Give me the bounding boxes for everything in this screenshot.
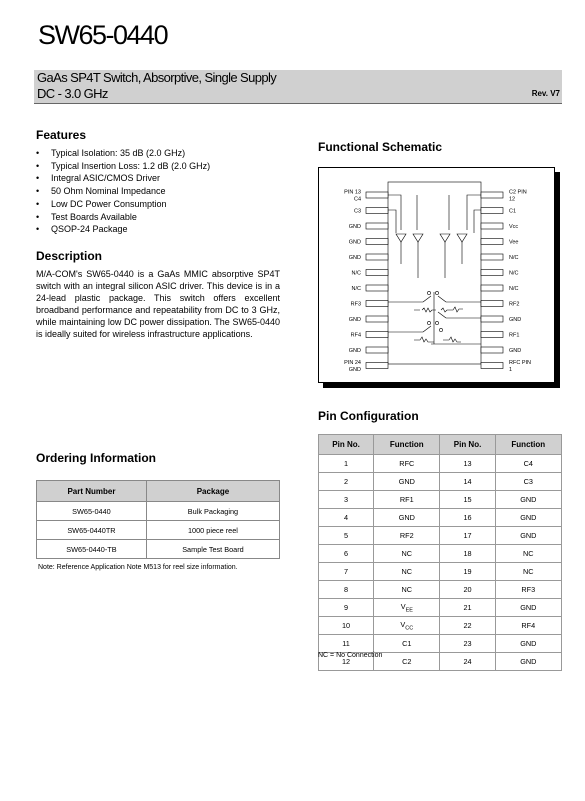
pin-row xyxy=(319,491,562,509)
schematic-left-pin xyxy=(366,270,388,276)
ordering-package: Bulk Packaging xyxy=(146,502,279,521)
schematic-right-pin xyxy=(481,223,503,229)
pin-function: GND xyxy=(495,527,561,545)
ordering-heading: Ordering Information xyxy=(36,451,156,465)
schematic-right-pin-label: RFC PIN 1 xyxy=(509,360,531,373)
pin-number: 24 xyxy=(440,653,495,671)
pin-row xyxy=(319,509,562,527)
pin-function: GND xyxy=(495,635,561,653)
pin-number: 16 xyxy=(440,509,495,527)
revision-label: Rev. V7 xyxy=(531,89,560,98)
schematic-right-pin-label: N/C xyxy=(509,286,519,292)
pin-row xyxy=(319,563,562,581)
ordering-col-part: Part Number xyxy=(37,481,147,502)
description-heading: Description xyxy=(36,249,103,263)
feature-item: • Test Boards Available xyxy=(36,211,210,224)
feature-item: • Integral ASIC/CMOS Driver xyxy=(36,172,210,185)
pin-number: 23 xyxy=(440,635,495,653)
pin-function: $V_{CC}$ xyxy=(374,617,440,635)
schematic-right-pin-label: RF2 xyxy=(509,301,520,308)
schematic-left-pin xyxy=(366,301,388,307)
schematic-right-pin-label: N/C xyxy=(509,270,519,277)
schematic-left-pin-label: GND xyxy=(348,224,361,230)
schematic-right-pin xyxy=(481,347,503,353)
pin-configuration-table xyxy=(318,434,562,671)
schematic-left-pin-label: N/C xyxy=(351,270,361,277)
pin-function: GND xyxy=(495,653,561,671)
subtitle-line-2: DC - 3.0 GHz xyxy=(37,86,108,101)
pin-number: 12 xyxy=(319,653,374,671)
ordering-col-package: Package xyxy=(146,481,279,502)
schematic-heading: Functional Schematic xyxy=(318,140,443,154)
schematic-right-pin xyxy=(481,270,503,276)
pin-function: GND xyxy=(374,509,440,527)
schematic-right-pin xyxy=(481,332,503,338)
schematic-left-pin-label: N/C xyxy=(351,286,361,292)
pin-number: 11 xyxy=(319,635,374,653)
schematic-left-pin-label: GND xyxy=(348,348,361,354)
schematic-left-pin xyxy=(366,239,388,245)
pin-number: 15 xyxy=(440,491,495,509)
pin-number: 9 xyxy=(319,599,374,617)
pin-number: 20 xyxy=(440,581,495,599)
schematic-diagram xyxy=(319,168,554,382)
schematic-right-pin-label: GND xyxy=(509,317,522,323)
schematic-right-pin xyxy=(481,208,503,214)
feature-item: • Low DC Power Consumption xyxy=(36,198,210,211)
pin-number: 17 xyxy=(440,527,495,545)
schematic-right-pin xyxy=(481,363,503,369)
pin-col-pin-b: Pin No. xyxy=(440,435,495,455)
ordering-row xyxy=(37,540,280,559)
subtitle-line-1: GaAs SP4T Switch, Absorptive, Single Supply xyxy=(37,70,277,85)
pin-number: 21 xyxy=(440,599,495,617)
schematic-right-pin-label: C1 xyxy=(509,208,517,215)
pin-function: $V_{EE}$ xyxy=(374,599,440,617)
pin-function: GND xyxy=(495,599,561,617)
feature-item: • 50 Ohm Nominal Impedance xyxy=(36,185,210,198)
pin-number: 4 xyxy=(319,509,374,527)
schematic-left-pin xyxy=(366,316,388,322)
pin-row xyxy=(319,581,562,599)
schematic-right-pin xyxy=(481,239,503,245)
pin-function: NC xyxy=(374,545,440,563)
pin-function: GND xyxy=(495,491,561,509)
pin-number: 5 xyxy=(319,527,374,545)
pin-number: 18 xyxy=(440,545,495,563)
ordering-part-number: SW65-0440TR xyxy=(37,521,147,540)
pin-number: 22 xyxy=(440,617,495,635)
pin-number: 3 xyxy=(319,491,374,509)
schematic-left-pin xyxy=(366,254,388,260)
pin-function: RF4 xyxy=(495,617,561,635)
schematic-right-pin xyxy=(481,316,503,322)
pin-number: 6 xyxy=(319,545,374,563)
feature-item: • QSOP-24 Package xyxy=(36,223,210,236)
description-body: M/A-COM's SW65-0440 is a GaAs MMIC absorptive SP4T switch with an integral silicon ASIC driver. This device is in a 24-lead plastic package. This switch offers excellent broadband performance and repeatability from DC to 3 GHz, while maintaining low DC power dissipation. The SW65-0440 is ideally suited for wireless infrastructure applications. xyxy=(36,269,280,340)
schematic-left-pin xyxy=(366,192,388,198)
schematic-right-pin xyxy=(481,192,503,198)
schematic-left-pin-label: GND xyxy=(348,255,361,261)
pin-function: RF2 xyxy=(374,527,440,545)
schematic-left-pin-label: RF3 xyxy=(350,301,361,308)
pin-number: 7 xyxy=(319,563,374,581)
pin-function: GND xyxy=(374,473,440,491)
schematic-right-pin-label: GND xyxy=(509,348,522,354)
ordering-part-number: SW65-0440-TB xyxy=(37,540,147,559)
schematic-left-pin xyxy=(366,208,388,214)
pin-row xyxy=(319,473,562,491)
schematic-right-pin-label: Vcc xyxy=(509,224,519,230)
pin-row xyxy=(319,617,562,635)
pin-number: 2 xyxy=(319,473,374,491)
schematic-right-pin-label: Vee xyxy=(509,239,519,246)
schematic-left-pin xyxy=(366,285,388,291)
pin-number: 8 xyxy=(319,581,374,599)
pin-function: GND xyxy=(495,509,561,527)
schematic-right-pin xyxy=(481,285,503,291)
pin-function: C4 xyxy=(495,455,561,473)
features-list xyxy=(36,147,210,236)
pin-function: C2 xyxy=(374,653,440,671)
schematic-left-pin-label: C3 xyxy=(353,208,361,215)
part-number-title: SW65-0440 xyxy=(38,20,168,50)
schematic-left-pin-label: PIN 13 C4 xyxy=(344,189,361,203)
schematic-right-pin xyxy=(481,301,503,307)
pin-number: 10 xyxy=(319,617,374,635)
schematic-right-pin xyxy=(481,254,503,260)
schematic-left-pin-label: RF4 xyxy=(350,332,361,339)
pin-number: 19 xyxy=(440,563,495,581)
ordering-row xyxy=(37,502,280,521)
pin-col-pin-a: Pin No. xyxy=(319,435,374,455)
pin-function: NC xyxy=(374,563,440,581)
functional-schematic xyxy=(318,167,555,383)
schematic-left-pin xyxy=(366,347,388,353)
pin-row xyxy=(319,455,562,473)
features-heading: Features xyxy=(36,128,87,142)
schematic-right-pin-label: C2 PIN 12 xyxy=(509,189,527,203)
schematic-left-pin xyxy=(366,332,388,338)
pin-col-function-a: Function xyxy=(374,435,440,455)
ordering-package: 1000 piece reel xyxy=(146,521,279,540)
ordering-note: Note: Reference Application Note M513 for reel size information. xyxy=(38,564,238,571)
feature-item: • Typical Isolation: 35 dB (2.0 GHz) xyxy=(36,147,210,160)
schematic-left-pin xyxy=(366,223,388,229)
pin-function: RF1 xyxy=(374,491,440,509)
schematic-left-pin xyxy=(366,363,388,369)
pin-number: 14 xyxy=(440,473,495,491)
schematic-left-pin-label: PIN 24 GND xyxy=(344,360,361,373)
schematic-left-pin-label: GND xyxy=(348,239,361,246)
pin-number: 1 xyxy=(319,455,374,473)
ordering-row xyxy=(37,521,280,540)
pin-function: RF3 xyxy=(495,581,561,599)
pin-row xyxy=(319,599,562,617)
pin-function: NC xyxy=(374,581,440,599)
pin-number: 13 xyxy=(440,455,495,473)
pin-function: C1 xyxy=(374,635,440,653)
schematic-right-pin-label: RF1 xyxy=(509,332,520,339)
feature-item: • Typical Insertion Loss: 1.2 dB (2.0 GHz) xyxy=(36,160,210,173)
pin-function: RFC xyxy=(374,455,440,473)
pin-row xyxy=(319,545,562,563)
schematic-right-pin-label: N/C xyxy=(509,255,519,261)
pin-row xyxy=(319,527,562,545)
ordering-table xyxy=(36,480,280,559)
pin-function: NC xyxy=(495,545,561,563)
pin-col-function-b: Function xyxy=(495,435,561,455)
pin-config-note: NC = No Connection xyxy=(318,652,383,659)
pin-function: C3 xyxy=(495,473,561,491)
schematic-left-pin-label: GND xyxy=(348,317,361,323)
ordering-package: Sample Test Board xyxy=(146,540,279,559)
pin-function: NC xyxy=(495,563,561,581)
pin-row xyxy=(319,635,562,653)
ordering-part-number: SW65-0440 xyxy=(37,502,147,521)
pin-config-heading: Pin Configuration xyxy=(318,409,419,423)
